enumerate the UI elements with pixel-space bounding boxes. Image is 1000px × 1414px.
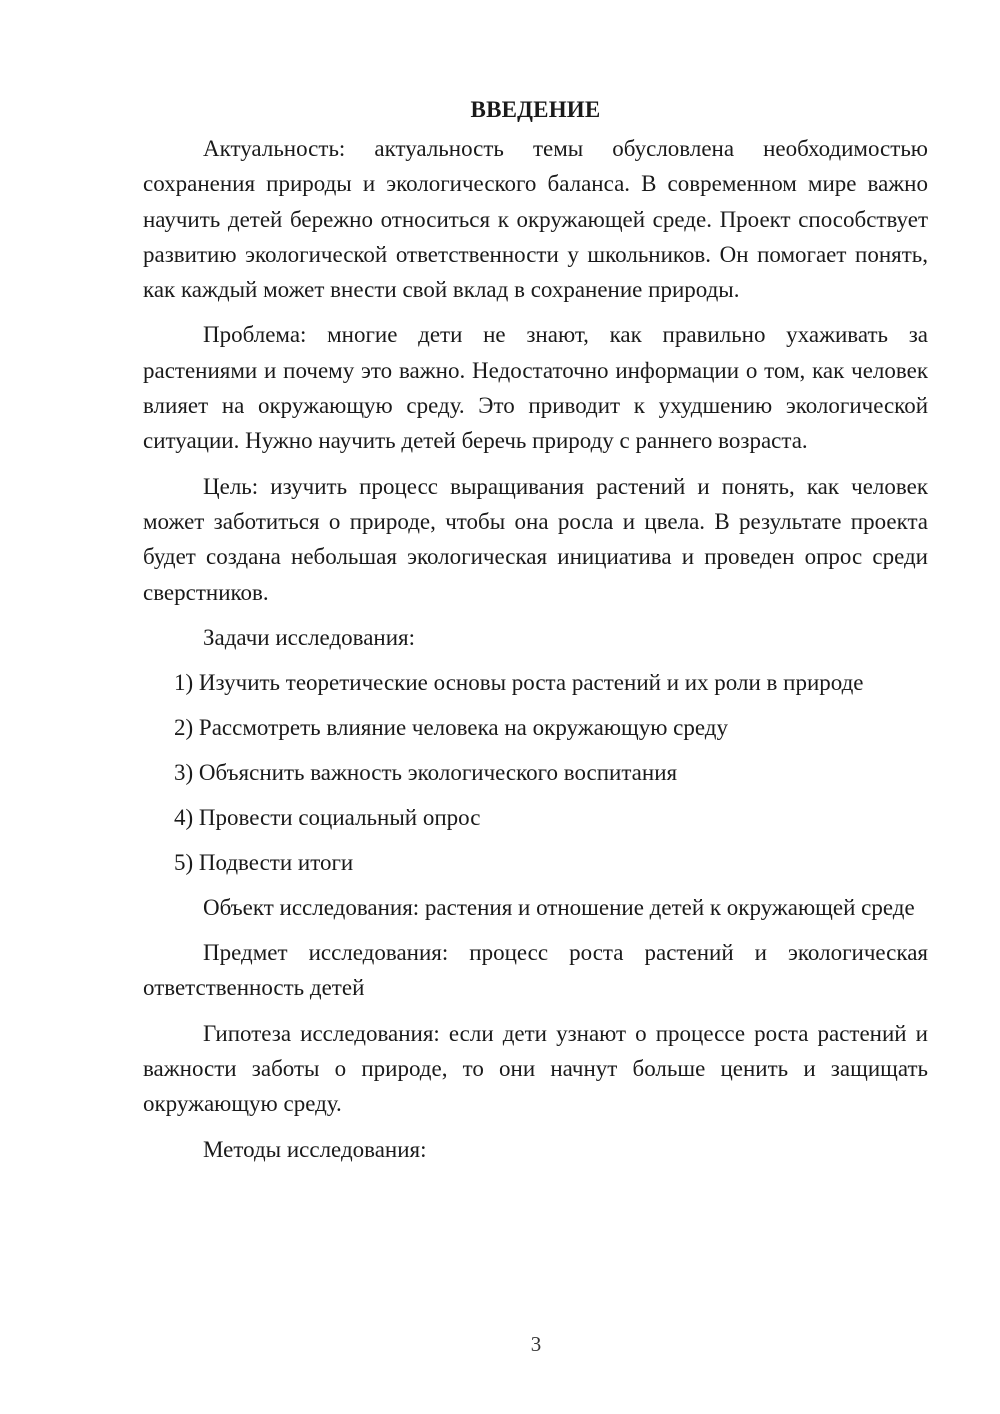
paragraph-relevance: Актуальность: актуальность темы обусловлена необходимостью сохранения природы и экологического баланса. В современном мире важно научить детей бережно относиться к окружающей среде. Проект способствует развитию экологической ответственности у школьников. Он помогает понять, как каждый может внести свой вклад в сохранение природы.	[143, 136, 928, 303]
page-number: 3	[530, 1332, 542, 1356]
task-item: 2) Рассмотреть влияние человека на окружающую среду	[174, 714, 728, 740]
tasks-heading: Задачи исследования:	[203, 624, 416, 650]
section-title: ВВЕДЕНИЕ	[470, 97, 601, 122]
task-item: 5) Подвести итоги	[174, 849, 354, 875]
tasks-list	[143, 665, 928, 880]
task-item: 4) Провести социальный опрос	[174, 804, 481, 830]
paragraph-goal: Цель: изучить процесс выращивания растений и понять, как человек может заботиться о природе, чтобы она росла и цвела. В результате проекта будет создана небольшая экологическая инициатива и проведен опрос среди сверстников.	[143, 473, 928, 605]
methods-heading: Методы исследования:	[203, 1136, 427, 1162]
paragraph-subject: Предмет исследования: процесс роста растений и экологическая ответственность детей	[143, 940, 928, 1001]
paragraph-hypothesis: Гипотеза исследования: если дети узнают о процессе роста растений и важности заботы о природе, то они начнут больше ценить и защищать окружающую среду.	[143, 1020, 928, 1117]
task-item: 1) Изучить теоретические основы роста растений и их роли в природе	[174, 669, 864, 695]
task-item: 3) Объяснить важность экологического воспитания	[174, 759, 678, 785]
document-page	[143, 92, 928, 1177]
paragraph-problem: Проблема: многие дети не знают, как правильно ухаживать за растениями и почему это важно. Недостаточно информации о том, как человек влияет на окружающую среду. Это приводит к ухудшению экологической ситуации. Нужно научить детей беречь природу с раннего возраста.	[143, 322, 928, 454]
paragraph-object: Объект исследования: растения и отношение детей к окружающей среде	[203, 894, 915, 920]
